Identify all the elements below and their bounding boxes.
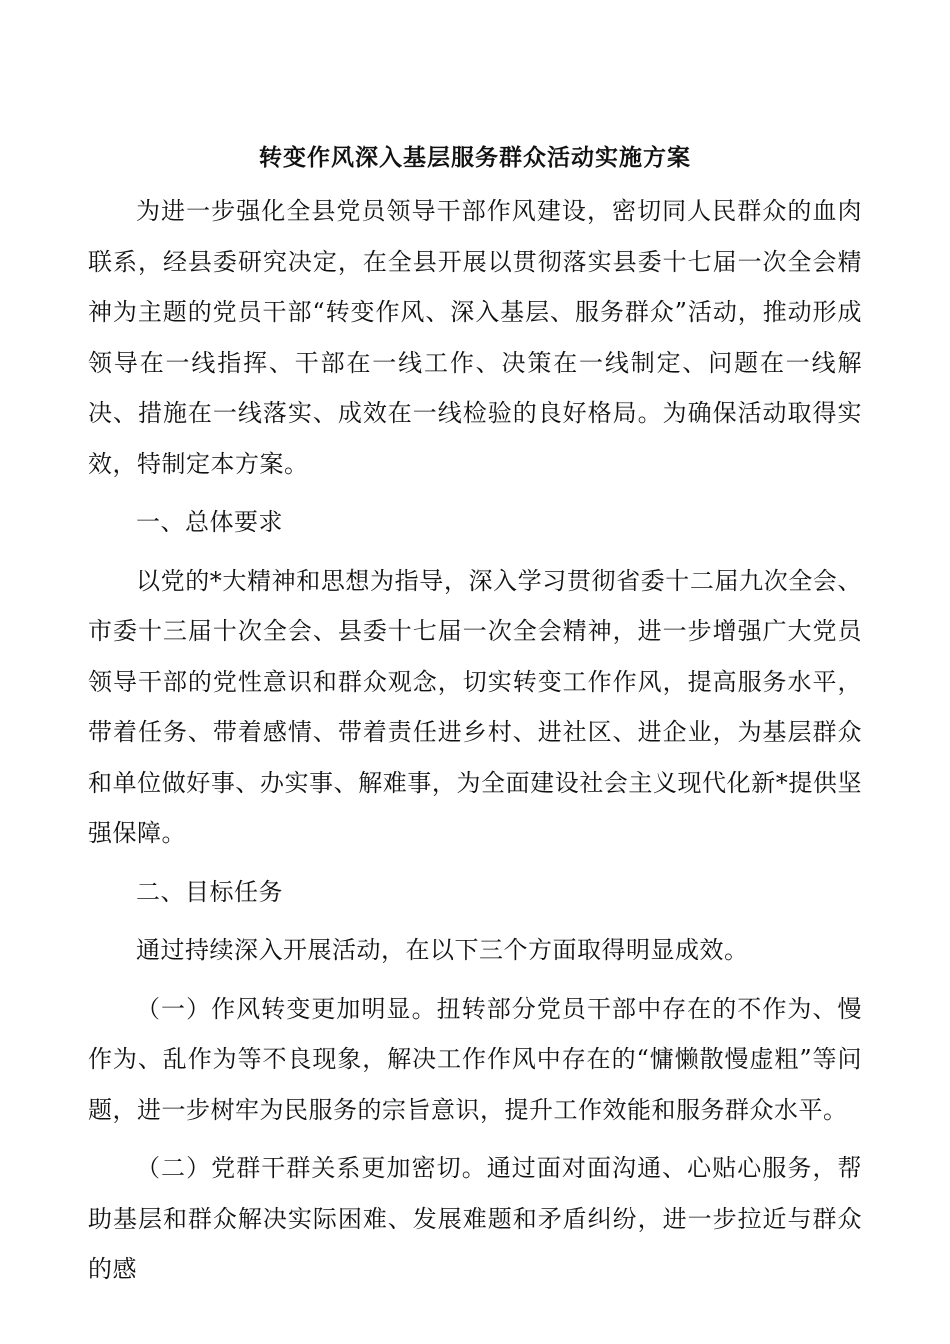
goal-item-2: （二）党群干群关系更加密切。通过面对面沟通、心贴心服务，帮助基层和群众解决实际困难、发展难题和矛盾纠纷，进一步拉近与群众的感 [88,1154,862,1283]
goal-item-1: （一）作风转变更加明显。扭转部分党员干部中存在的不作为、慢作为、乱作为等不良现象，解决工作作风中存在的“慵懒散慢虚粗”等问题，进一步树牢为民服务的宗旨意识，提升工作效能和服务群众水平。 [88,994,862,1124]
section-lead-goals: 通过持续深入开展活动，在以下三个方面取得明显成效。 [136,936,749,964]
section-body-overall-requirements: 以党的*大精神和思想为指导，深入学习贯彻省委十二届九次全会、市委十三届十次全会、县委十七届一次全会精神，进一步增强广大党员领导干部的党性意识和群众观念，切实转变工作作风，提高服务水平，带着任务、带着感情、带着责任进乡村、进社区、进企业，为基层群众和单位做好事、办实事、解难事，为全面建设社会主义现代化新*提供坚强保障。 [88,566,862,847]
intro-paragraph: 为进一步强化全县党员领导干部作风建设，密切同人民群众的血肉联系，经县委研究决定，在全县开展以贯彻落实县委十七届一次全会精神为主题的党员干部“转变作风、深入基层、服务群众”活动，推动形成领导在一线指挥、干部在一线工作、决策在一线制定、问题在一线解决、措施在一线落实、成效在一线检验的良好格局。为确保活动取得实效，特制定本方案。 [88,197,862,478]
document-page [88,140,862,1303]
section-heading-overall-requirements: 一、总体要求 [136,508,283,536]
section-heading-goals: 二、目标任务 [136,877,283,906]
document-title: 转变作风深入基层服务群众活动实施方案 [259,144,691,171]
